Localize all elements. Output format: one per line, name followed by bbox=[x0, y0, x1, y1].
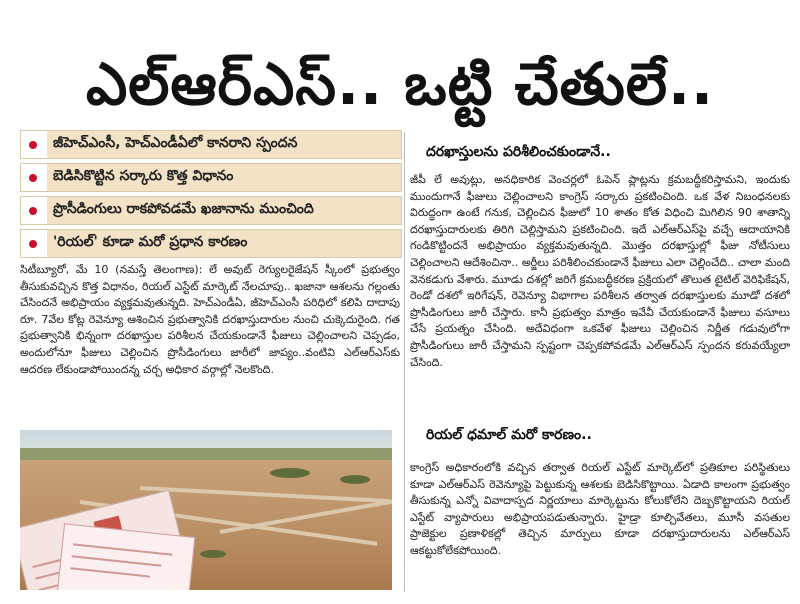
bullet-dot-icon bbox=[29, 207, 37, 215]
highlight-item bbox=[20, 196, 402, 225]
subheading: రియల్‌ ధమాల్‌ మరో కారణం.. bbox=[426, 427, 592, 443]
highlight-text: బెడిసికొట్టిన సర్కారు కొత్త విధానం bbox=[47, 164, 401, 191]
highlight-item bbox=[20, 229, 402, 258]
headline: ఎల్‌ఆర్‌ఎస్‌.. ఒట్టి చేతులే.. bbox=[85, 50, 715, 118]
highlight-text: జీహెచ్‌ఎంసీ, హెచ్‌ఎండీఏలో కానరాని స్పందన bbox=[47, 131, 401, 158]
bullet-dot-icon bbox=[29, 174, 37, 182]
photo-shrub bbox=[270, 468, 310, 478]
bullet-dot-icon bbox=[29, 141, 37, 149]
document-line bbox=[70, 567, 150, 577]
highlight-text: 'రియల్‌' కూడా మరో ప్రధాన కారణం bbox=[47, 230, 401, 257]
photo-shrub bbox=[200, 550, 226, 558]
highlights-list bbox=[20, 130, 402, 262]
photo-shrub bbox=[340, 475, 370, 484]
document-line bbox=[73, 543, 173, 555]
body-paragraph: జీపీ లే అవుట్లు, అనధికారిక వెంచర్లలో ఓపెన్‌ ప్లాట్లను క్రమబద్ధీకరిస్తామని, ఇందుకు ముందుగానే ఫీజులు చెల్లించాలని కాంగ్రెస్‌ సర్కారు ప్రకటించింది. ఒక వేళ నిబంధనలకు విరుద్ధంగా ఉంటే గనుక, చెల్లించిన ఫీజులో 10 శాతం కోత విధించి మిగిలిన 90 శాతాన్ని దరఖాస్తుదారులకు తిరిగి చెల్లిస్తామని ప్రకటించింది. ఇదే ఎల్‌ఆర్‌ఎస్‌పై వచ్చే ఆదాయానికి గండికొట్టిందనే అభిప్రాయం వ్యక్తమవుతున్నది. మొత్తం దరఖాస్తుల్లో ఫీజు నోటీసులు చెల్లించాలని ఆదేశించినా.. అర్జీలు పరిశీలించకుండానే ఫీజులు ఎలా చెల్లించేది.. చాలా మంది వెనకడుగు వేశారు. మూడు దశల్లో జరిగే క్రమబద్ధీకరణ ప్రక్రియలో తొలుత టైటిల్‌ వెరిఫికేషన్‌, రెండో దశలో ఇరిగేషన్‌, రెవెన్యూ విభాగాల పరిశీలన తర్వాత దరఖాస్తులకు మూడో దశలో ప్రొసీడింగులు జారీ చేస్తారు. కానీ ప్రభుత్వం మాత్రం ఇవేవీ చేయకుండానే ఫీజులు వసూలు చేసే ప్రయత్నం చేసింది. అదేవిధంగా ఒకవేళ ఫీజులు చెల్లించిన నిర్ణీత గడువులోగా ప్రొసీడింగులు జారీ చేస్తామని స్పష్టంగా చెప్పకపోవడమే ఎల్‌ఆర్‌ఎస్‌ స్పందన కరువయ్యేలా చేసింది. bbox=[410, 173, 790, 369]
bullet-dot-icon bbox=[29, 240, 37, 248]
highlight-item bbox=[20, 130, 402, 159]
layout-land-photo bbox=[20, 430, 392, 590]
body-paragraph: కాంగ్రెస్‌ అధికారంలోకి వచ్చిన తర్వాత రియల్‌ ఎస్టేట్‌ మార్కెట్‌లో ప్రతికూల పరిస్థితులు కూడా ఎల్‌ఆర్‌ఎస్‌ రెవెన్యూపై పెట్టుకున్న ఆశలకు బెడిసికొట్టాయి. ఏడాది కాలంగా ప్రభుత్వం తీసుకున్న ఎన్నో వివాదాస్పద నిర్ణయాలు మార్కెట్టును కోలుకోలేని దెబ్బకొట్టాయని రియల్‌ ఎస్టేట్‌ వ్యాపారులు అభిప్రాయపడుతున్నారు. హైడ్రా కూల్చివేతలు, మూసీ వసతుల ప్రాజెక్టుల ప్రణాళికల్లో తెచ్చిన మార్పులు కూడా దరఖాస్తుదారులను ఎల్‌ఆర్‌ఎస్‌ ఆకట్టుకోలేకపోయింది. bbox=[410, 461, 790, 557]
document-line bbox=[72, 555, 162, 566]
column-divider bbox=[404, 132, 405, 592]
highlight-item bbox=[20, 163, 402, 192]
highlight-text: ప్రొసీడింగులు రాకపోవడమే ఖజానాను ముంచింది bbox=[47, 197, 401, 224]
lead-paragraph: సిటీబ్యూరో, మే 10 (నమస్తే తెలంగాణ): లే అవుట్‌ రెగ్యులరైజేషన్‌ స్కీంలో ప్రభుత్వం తీసుకువచ్చిన కొత్త విధానం, రియల్‌ ఎస్టేట్‌ మార్కెట్‌ నేలచూపు.. ఖజానా ఆశలను గల్లంతు చేసిందనే అభిప్రాయం వ్యక్తమవుతున్నది. హెచ్‌ఎండీఏ, జీహెచ్‌ఎంసీ పరిధిలో కలిపి దాదాపు రూ. 7వేల కోట్ల రెవెన్యూ ఆశించిన ప్రభుత్వానికి దరఖాస్తుదారుల నుంచి చుక్కెదురైంది. గత ప్రభుత్వానికి భిన్నంగా దరఖాస్తుల పరిశీలన చేయకుండానే ఫీజులు చెల్లించాలని చెప్పడం, అందులోనూ ఫీజులు చెల్లించిన ప్రొసీడింగులు జారీలో జాప్యం..వంటివి ఎల్‌ఆర్‌ఎస్‌కు ఆదరణ లేకుండాపోయిందన్న చర్చ అధికార వర్గాల్లో నెలకొంది. bbox=[20, 263, 400, 376]
subheading: దరఖాస్తులను పరిశీలించకుండానే.. bbox=[426, 144, 611, 160]
